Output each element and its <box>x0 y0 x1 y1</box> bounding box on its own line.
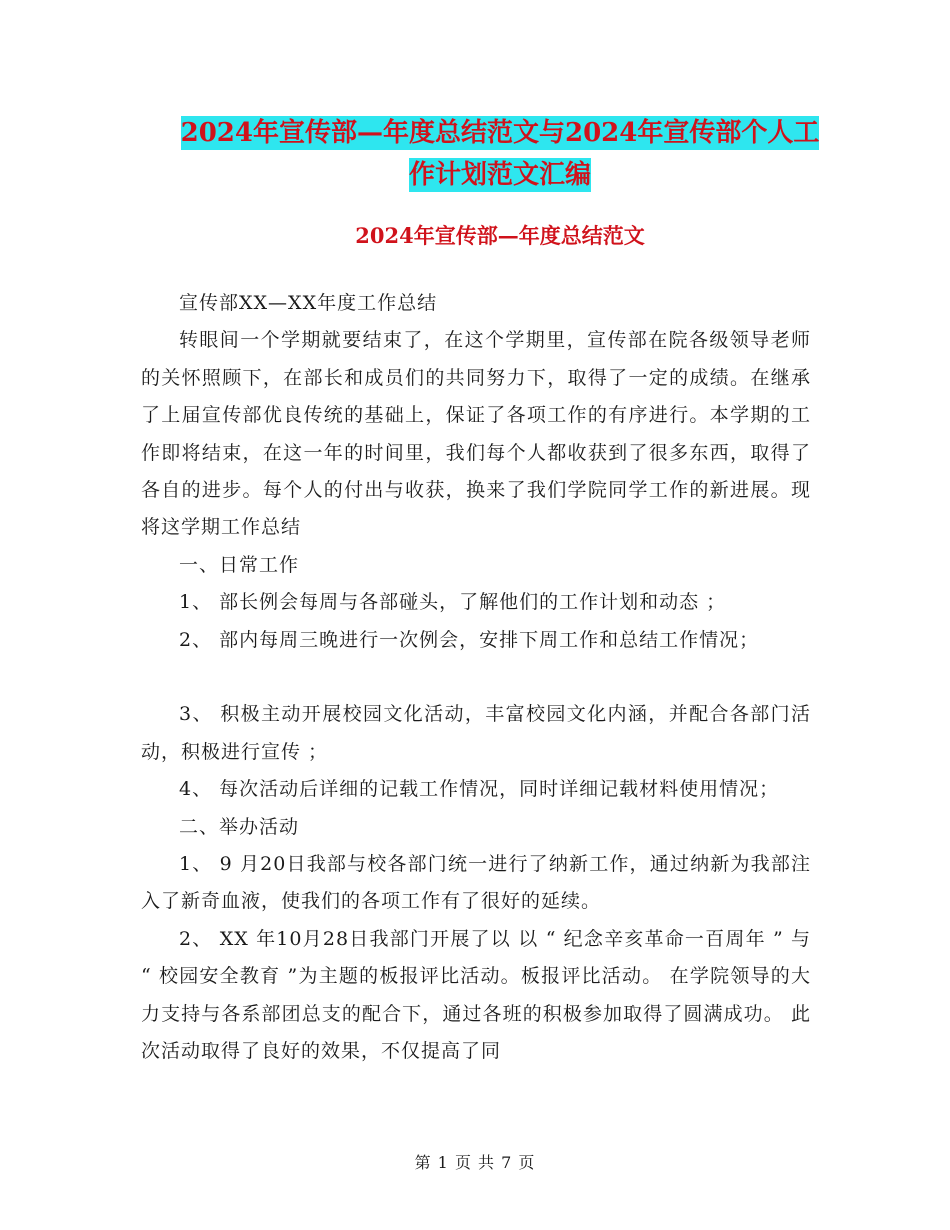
page-footer: 第 1 页 共 7 页 <box>414 1153 536 1172</box>
paragraph: 转眼间一个学期就要结束了，在这个学期里，宣传部在院各级领导老师的关怀照顾下，在部长和成员们的共同努力下，取得了一定的成绩。在继承了上届宣传部优良传统的基础上，保证了各项工作的有序进行。本学期的工作即将结束，在这一年的时间里，我们每个人都收获到了很多东西，取得了各自的进步。每个人的付出与收获，换来了我们学院同学工作的新进展。现将这学期工作总结 <box>141 329 811 539</box>
paragraph: 3、 积极主动开展校园文化活动，丰富校园文化内涵，并配合各部门活动，积极进行宣传 ； <box>141 703 811 763</box>
paragraph: 4、 每次活动后详细的记载工作情况，同时详细记载材料使用情况； <box>179 778 780 801</box>
paragraph: 2、 部内每周三晚进行一次例会，安排下周工作和总结工作情况； <box>179 628 760 651</box>
paragraph: 1、 部长例会每周与各部碰头，了解他们的工作计划和动态 ； <box>179 591 727 614</box>
document-title-line-2 <box>140 153 860 197</box>
paragraph: 1、 9 月20日我部与校各部门统一进行了纳新工作，通过纳新为我部注入了新奇血液，使我们的各项工作有了很好的延续。 <box>141 853 811 913</box>
document-title-text-2: 作计划范文汇编 <box>408 160 591 190</box>
paragraph: 宣传部XX—XX年度工作总结 <box>179 292 438 314</box>
document-title-text-1: 2024年宣传部—年度总结范文与2024年宣传部个人工 <box>180 118 820 148</box>
blank-line <box>141 659 811 696</box>
paragraph: 2、 XX 年10月28日我部门开展了以 以 “ 纪念辛亥革命一百周年 ” 与 “ 校园安全教育 ”为主题的板报评比活动。板报评比活动。 在学院领导的大力支持与各系部团总支的配合下，通过各班的积极参加取得了圆满成功。 此次活动取得了良好的效果，不仅提高了同 <box>141 927 811 1063</box>
section-title: 2024年宣传部—年度总结范文 <box>355 223 645 248</box>
paragraph: 二、举办活动 <box>179 815 300 838</box>
paragraph: 一、日常工作 <box>179 553 300 576</box>
document-body <box>141 285 811 1071</box>
document-title-line-1 <box>140 111 860 155</box>
